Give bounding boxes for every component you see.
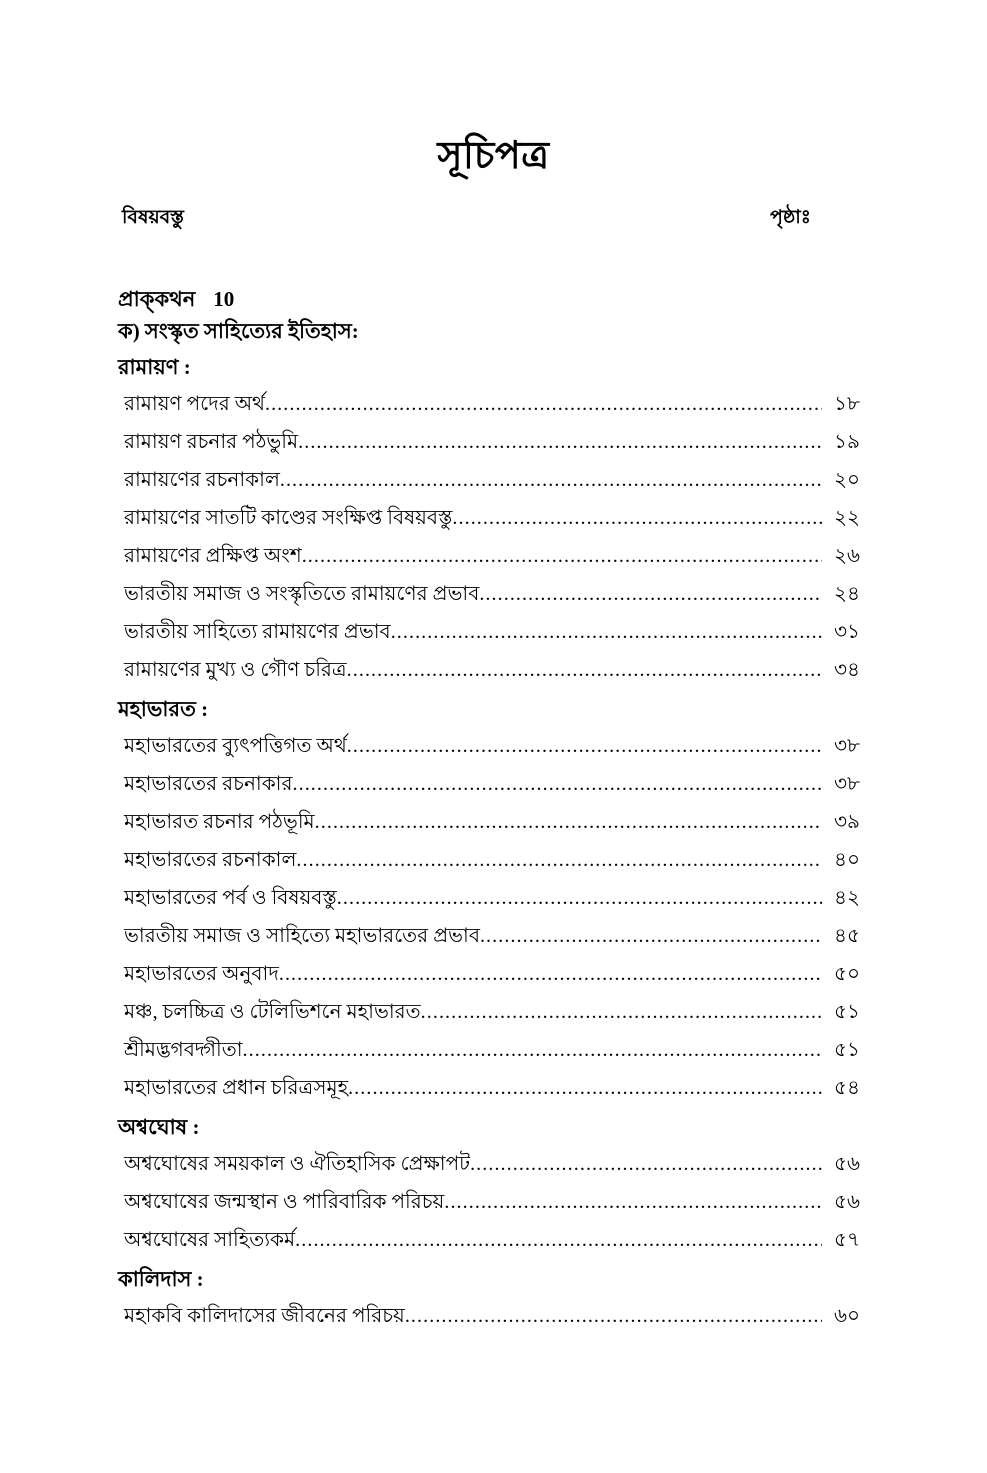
toc-entry-title: মহাভারতের রচনাকার [124,773,293,795]
page-title: সূচিপত্র [437,135,550,178]
toc-entry-page-number: ১৯ [834,431,860,453]
toc-entry[interactable] [118,1149,908,1187]
toc-entry-page-number: ২২ [834,507,861,529]
toc-entry-page-number: ৪৫ [834,925,860,947]
toc-entry-title: রামায়ণের সাতটি কাণ্ডের সংক্ষিপ্ত বিষয়বস্তু [124,507,453,529]
dot-leader [298,432,822,452]
dot-leader [302,546,822,566]
toc-entry[interactable] [118,997,908,1035]
toc-entry-page-number: ৪০ [834,849,860,871]
toc-entry-title: অশ্বঘোষের সময়কাল ও ঐতিহাসিক প্রেক্ষাপট [124,1153,471,1175]
toc-entry[interactable] [118,465,908,503]
toc-entry-title: ভারতীয় সাহিত্যে রামায়ণের প্রভাব [124,621,391,643]
toc-entry-page-number: ৩৮ [834,773,860,795]
preface-row[interactable] [118,283,908,315]
dot-leader [293,774,823,794]
toc-entry[interactable] [118,503,908,541]
toc-entry[interactable] [118,617,908,655]
toc-entry-title: রামায়ণের প্রক্ষিপ্ত অংশ [124,545,302,567]
column-header-page: পৃষ্ঠাঃ [770,207,811,228]
toc-entry-title: মহাকবি কালিদাসের জীবনের পরিচয় [124,1305,405,1327]
section-heading: মহাভারত : [118,697,209,721]
preface-label: প্রাক্‌কথন [118,287,196,311]
toc-entry[interactable] [118,1187,908,1225]
toc-entry-title: মহাভারতের অনুবাদ [124,963,279,985]
toc-entry-page-number: ২৪ [834,583,860,605]
toc-entry-page-number: ৫৬ [834,1191,860,1213]
toc-entry-page-number: ৫৬ [834,1153,860,1175]
toc-entry-page-number: ৬০ [834,1305,861,1327]
section-heading: রামায়ণ : [118,355,191,379]
toc-entry[interactable] [118,655,908,693]
dot-leader [421,1002,822,1022]
part-heading: ক) সংস্কৃত সাহিত্যের ইতিহাস: [118,319,359,343]
toc-entry-title: মহাভারতের রচনাকাল [124,849,297,871]
toc-entry[interactable] [118,845,908,883]
toc-entry[interactable] [118,1225,908,1263]
toc-entry[interactable] [118,427,908,465]
dot-leader [295,1230,822,1250]
toc-entry-title: মহাভারত রচনার পঠভূমি [124,811,315,833]
dot-leader [296,850,822,870]
dot-leader [452,508,822,528]
dot-leader [405,1306,822,1326]
toc-entry-title: রামায়ণ রচনার পঠভুমি [124,431,299,453]
toc-entry[interactable] [118,1035,908,1073]
dot-leader [348,1078,822,1098]
dot-leader [280,470,822,490]
dot-leader [391,622,822,642]
toc-entry[interactable] [118,541,908,579]
preface-page-number: 10 [213,287,235,311]
dot-leader [479,584,822,604]
table-of-contents [118,283,908,1339]
toc-entry-page-number: ২৬ [834,545,861,567]
dot-leader [279,964,822,984]
dot-leader [265,394,822,414]
dot-leader [444,1192,822,1212]
toc-entry-page-number: ৩৪ [834,659,860,681]
toc-entry[interactable] [118,1073,908,1111]
column-header-row [122,203,882,237]
toc-entry[interactable] [118,579,908,617]
toc-entry-page-number: ৪২ [834,887,860,909]
toc-entry[interactable] [118,1301,908,1339]
toc-entry[interactable] [118,769,908,807]
toc-entry[interactable] [118,731,908,769]
section-heading: অশ্বঘোষ : [118,1115,200,1139]
toc-entry-page-number: ৫০ [834,963,860,985]
toc-entry-title: রামায়ণ পদের অর্থ [124,393,265,415]
toc-entry-page-number: ৫৪ [834,1077,860,1099]
dot-leader [337,888,822,908]
toc-entry-page-number: ৫১ [834,1001,860,1023]
dot-leader [315,812,822,832]
toc-entry-page-number: ১৮ [834,393,860,415]
toc-entry-page-number: ৫৭ [834,1229,860,1251]
column-header-subject: বিষয়বস্তু [122,207,184,228]
toc-entry-title: মহাভারতের ব্যুৎপত্তিগত অর্থ [124,735,347,757]
dot-leader [480,926,822,946]
dot-leader [470,1154,822,1174]
toc-entry-page-number: ৩৯ [834,811,860,833]
toc-entry-title: মঞ্চ, চলচ্চিত্র ও টেলিভিশনে মহাভারত [124,1001,421,1023]
toc-entry[interactable] [118,921,908,959]
toc-entry-page-number: ৩৮ [834,735,860,757]
dot-leader [347,660,822,680]
toc-entry-title: রামায়ণের মুখ্য ও গৌণ চরিত্র [124,659,347,681]
toc-entry-title: মহাভারতের প্রধান চরিত্রসমূহ [124,1077,349,1099]
toc-entry-title: মহাভারতের পর্ব ও বিষয়বস্তু [124,887,337,909]
toc-entry-title: অশ্বঘোষের জন্মস্থান ও পারিবারিক পরিচয় [124,1191,445,1213]
dot-leader [347,736,822,756]
toc-entry-page-number: ২০ [834,469,861,491]
toc-entry-title: ভারতীয় সমাজ ও সাহিত্যে মহাভারতের প্রভাব [124,925,480,947]
toc-entry[interactable] [118,807,908,845]
toc-entry-page-number: ৫১ [834,1039,860,1061]
toc-entry-page-number: ৩১ [834,621,860,643]
toc-entry[interactable] [118,389,908,427]
toc-entry-title: রামায়ণের রচনাকাল [124,469,280,491]
toc-entry-title: ভারতীয় সমাজ ও সংস্কৃতিতে রামায়ণের প্রভাব [124,583,480,605]
toc-entry-title: শ্রীমদ্ভগবদ্গীতা [124,1039,243,1061]
toc-entry[interactable] [118,959,908,997]
toc-entry-title: অশ্বঘোষের সাহিত্যকর্ম [124,1229,296,1251]
section-heading: কালিদাস : [118,1267,204,1291]
dot-leader [243,1040,822,1060]
toc-entry[interactable] [118,883,908,921]
